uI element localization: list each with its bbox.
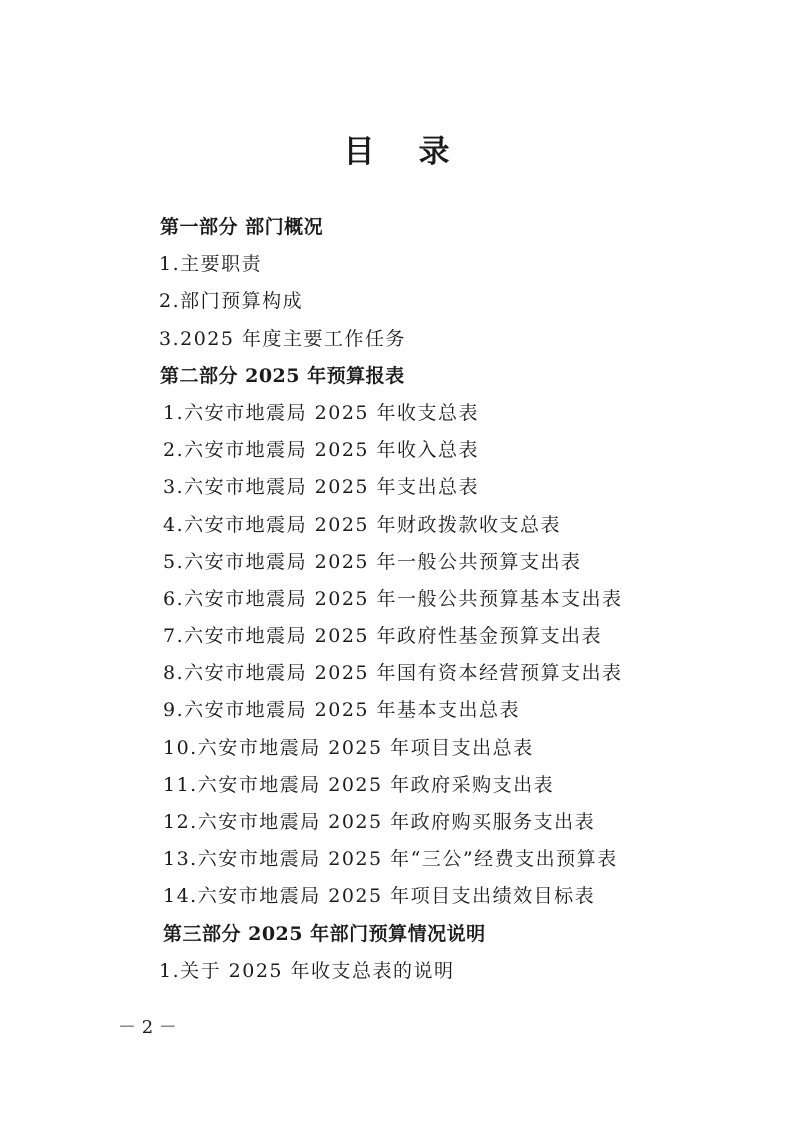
page-number: － 2 － <box>118 1017 177 1038</box>
toc-item: 11.六安市地震局 2025 年政府采购支出表 <box>163 773 555 796</box>
table-of-contents <box>0 209 793 990</box>
toc-item: 12.六安市地震局 2025 年政府购买服务支出表 <box>163 811 596 833</box>
toc-item: 9.六安市地震局 2025 年基本支出总表 <box>163 699 521 722</box>
toc-section-2: 第二部分 2025 年预算报表 <box>160 364 405 387</box>
toc-item: 2.部门预算构成 <box>159 290 304 313</box>
toc-item: 1.六安市地震局 2025 年收支总表 <box>163 401 480 424</box>
toc-item: 13.六安市地震局 2025 年“三公”经费支出预算表 <box>163 848 618 871</box>
title-char-2: 录 <box>418 134 450 170</box>
toc-item: 4.六安市地震局 2025 年财政拨款收支总表 <box>163 513 562 536</box>
toc-section-1: 第一部分 部门概况 <box>160 216 324 238</box>
toc-item: 8.六安市地震局 2025 年国有资本经营预算支出表 <box>163 662 623 685</box>
toc-item: 10.六安市地震局 2025 年项目支出总表 <box>163 736 534 759</box>
page-title <box>0 128 793 176</box>
toc-item: 1.主要职责 <box>159 253 263 276</box>
toc-item: 14.六安市地震局 2025 年项目支出绩效目标表 <box>163 885 596 908</box>
toc-item: 5.六安市地震局 2025 年一般公共预算支出表 <box>163 550 582 573</box>
toc-item: 2.六安市地震局 2025 年收入总表 <box>163 439 480 462</box>
toc-item: 3.六安市地震局 2025 年支出总表 <box>163 476 480 499</box>
toc-item: 3.2025 年度主要工作任务 <box>159 327 407 350</box>
toc-item: 1.关于 2025 年收支总表的说明 <box>159 959 455 982</box>
toc-item: 7.六安市地震局 2025 年政府性基金预算支出表 <box>163 625 603 648</box>
toc-section-3: 第三部分 2025 年部门预算情况说明 <box>163 922 486 945</box>
toc-item: 6.六安市地震局 2025 年一般公共预算基本支出表 <box>163 587 623 610</box>
title-char-1: 目 <box>343 134 375 170</box>
